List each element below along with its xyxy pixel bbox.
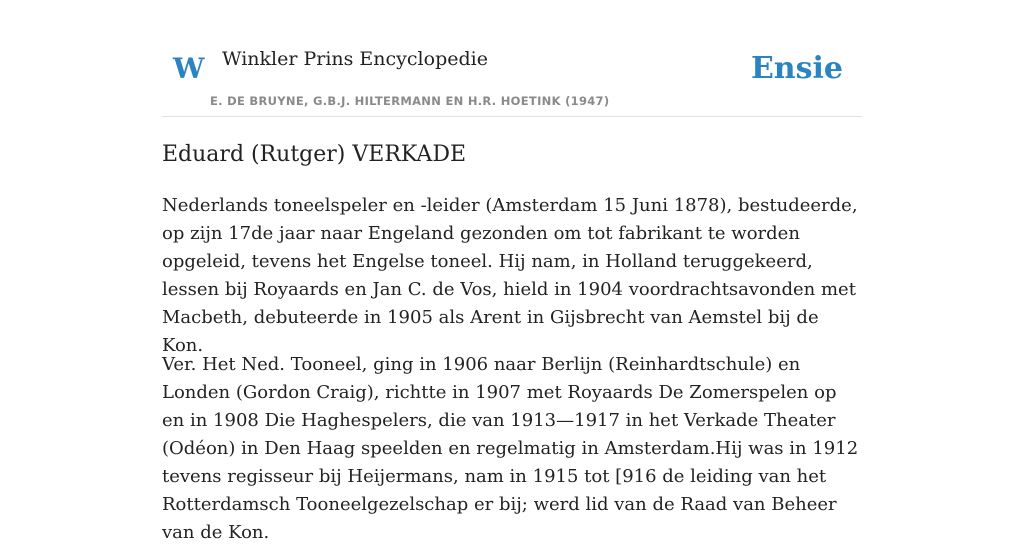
source-title[interactable]: Winkler Prins Encyclopedie <box>222 48 488 70</box>
entry-title: Eduard (Rutger) VERKADE <box>162 142 467 167</box>
site-header <box>162 0 862 117</box>
source-authors: E. DE BRUYNE, G.B.J. HILTERMANN EN H.R. HOETINK (1947) <box>210 94 610 108</box>
article-paragraph: Nederlands toneelspeler en -leider (Amsterdam 15 Juni 1878), bestudeerde, op zijn 17de jaar naar Engeland gezonden om tot fabrikant te worden opgeleid, tevens het Engelse toneel. Hij nam, in Holland teruggekeerd, lessen bij Royaards en Jan C. de Vos, hield in 1904 voordrachtsavonden met Macbeth, debuteerde in 1905 als Arent in Gijsbrecht van Aemstel bij de Kon. <box>162 195 858 356</box>
ensie-logo[interactable]: Ensie <box>750 51 843 86</box>
article-page <box>162 0 862 543</box>
winkler-prins-logo[interactable]: W <box>173 52 205 85</box>
article-paragraph: Ver. Het Ned. Tooneel, ging in 1906 naar Berlijn (Reinhardtschule) en Londen (Gordon Craig), richtte in 1907 met Royaards De Zomerspelen op en in 1908 Die Haghespelers, die van 1913—1917 in het Verkade Theater (Odéon) in Den Haag speelden en regelmatig in Amsterdam.Hij was in 1912 tevens regisseur bij Heijermans, nam in 1915 tot [916 de leiding van het Rotterdamsch Tooneelgezelschap er bij; werd lid van de Raad van Beheer van de Kon. <box>162 354 859 543</box>
